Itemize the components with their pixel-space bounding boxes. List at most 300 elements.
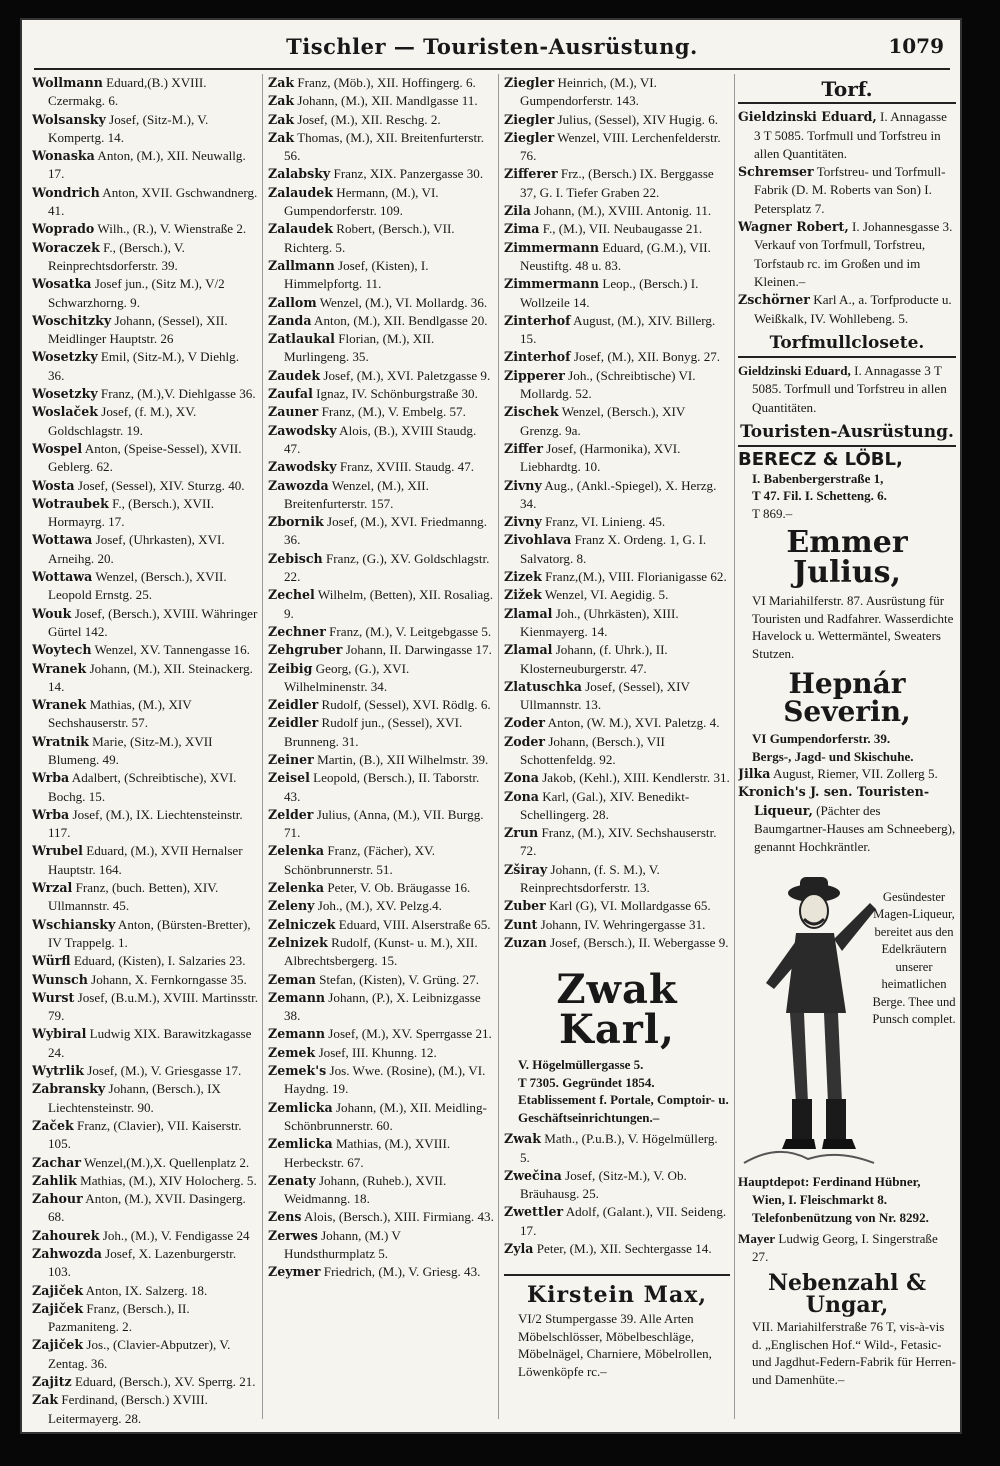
- entry-name: Wrzal: [32, 880, 73, 896]
- entry-name: Wranek: [32, 660, 87, 676]
- entry-name: Zelnizek: [268, 934, 328, 950]
- list-item: [738, 218, 956, 291]
- entry-text: Thomas, (M.), XII. Breitenfurterstr. 56.: [284, 129, 485, 164]
- entry-text: Franz, (M.), V. Embelg. 57.: [321, 404, 466, 420]
- list-item: [504, 1240, 730, 1258]
- list-item: [32, 1300, 258, 1337]
- list-item: [32, 1391, 258, 1428]
- entry-text: Johann, IV. Wehringergasse 31.: [540, 916, 706, 932]
- list-item: [268, 330, 494, 367]
- entry-text: Mathias, (M.), XIV Sechshauserstr. 57.: [48, 697, 192, 731]
- entry-text: Johann, (f. Uhrk.), II. Klosterneuburgerstr. 47.: [520, 642, 668, 676]
- entry-name: Zalaudek: [268, 184, 333, 200]
- entry-name: Woytech: [32, 642, 92, 658]
- entry-text: Karl (G), VI. Mollardgasse 65.: [549, 898, 711, 914]
- list-item: [32, 1172, 258, 1190]
- list-item: [32, 660, 258, 697]
- entry-text: Emil, (Sitz-M.), V Diehlg. 36.: [48, 349, 240, 383]
- entry-name: Zinterhof: [504, 349, 571, 365]
- entry-text: Johann, (Sessel), XII. Meidlinger Hauptstr. 26: [48, 312, 228, 347]
- entry-text: Wenzel, (Bersch.), XVII. Leopold Ernstg. 25.: [48, 569, 227, 603]
- entry-name: Zajiček: [32, 1300, 84, 1316]
- entry-text: Marie, (Sitz-M.), XVII Blumeng. 49.: [48, 733, 213, 767]
- list-item: [504, 586, 730, 604]
- list-item: [504, 531, 730, 568]
- entry-text: Johann, II. Darwingasse 17.: [345, 642, 492, 658]
- entry-text: Joh., (M.), V. Fendigasse 24: [102, 1227, 250, 1243]
- list-item: [32, 312, 258, 349]
- ad-nebenzahl-ungar: [738, 1268, 956, 1388]
- entry-text: Mathias, (M.), XVIII. Herbeckstr. 67.: [284, 1136, 451, 1170]
- list-item: [268, 586, 494, 623]
- entry-name: Zak: [268, 93, 295, 109]
- entry-name: Wschiansky: [32, 916, 116, 932]
- entry-text: Jos. Wwe. (Rosine), (M.), VI. Haydng. 19.: [284, 1063, 486, 1097]
- entry-text: Anton, (M.), XII. Bendlgasse 20.: [314, 312, 488, 328]
- entry-text: Anton, (M.), XVII. Dasingerg. 68.: [48, 1191, 246, 1225]
- ad-nebenzahl-text: VII. Mariahilferstraße 76 T, vis-à-vis d. „Englischen Hof.“ Wild-, Fetasic- und Jagdhut-Federn-Fabrik für Herren- und Damenhüte.–: [752, 1319, 956, 1387]
- entry-name: Zawozda: [268, 477, 329, 493]
- entry-text: Josef, (Bersch.), XVIII. Währinger Gürtel 142.: [48, 605, 258, 639]
- entry-text: Johann, (M.) V Hundsthurmplatz 5.: [284, 1227, 401, 1261]
- column-2: [268, 74, 494, 1282]
- list-item: [504, 788, 730, 825]
- entry-text: Ludwig XIX. Barawitzkagasse 24.: [48, 1026, 252, 1060]
- list-item: [32, 239, 258, 276]
- list-item: [268, 1044, 494, 1062]
- entry-name: Wollmann: [32, 75, 103, 90]
- entry-text: Anton, (Bürsten-Bretter), IV Trappelg. 1.: [48, 916, 251, 950]
- entry-text: Frz., (Bersch.) IX. Berggasse 37, G. I. Tiefer Graben 22.: [520, 166, 714, 200]
- ad-zwak-karl: [504, 966, 730, 1126]
- entry-text: Heinrich, (M.), VI. Gumpendorferstr. 143.: [520, 75, 657, 109]
- entry-name: Zlatuschka: [504, 678, 582, 694]
- directory-page: [22, 20, 960, 1432]
- list-item: [268, 312, 494, 330]
- entry-text: Franz, (buch. Betten), XIV. Ullmannstr. 45.: [48, 880, 219, 914]
- entry-name: Zelenka: [268, 843, 325, 859]
- entry-text: Josef, (M.), V. Griesgasse 17.: [87, 1063, 242, 1079]
- list-item: [32, 403, 258, 440]
- entry-name: Zatlaukal: [268, 331, 335, 347]
- entry-text: Johann, (M.), XII. Mandlgasse 11.: [297, 93, 478, 109]
- list-item: [738, 1230, 956, 1267]
- entry-text: Julius, (Sessel), XIV Hugig. 6.: [557, 111, 719, 127]
- entry-name: Wosetzky: [32, 386, 98, 402]
- list-item: [268, 971, 494, 989]
- entry-name: Wotraubek: [32, 495, 109, 511]
- list-item: [504, 440, 730, 477]
- list-item: [268, 934, 494, 971]
- list-item: [268, 422, 494, 459]
- list-item: [32, 1373, 258, 1391]
- list-item: [738, 362, 956, 417]
- entry-name: Wybiral: [32, 1026, 87, 1042]
- entry-text: F., (Bersch.), XVII. Hormayrg. 17.: [48, 495, 214, 530]
- list-item: [504, 824, 730, 861]
- list-item: [504, 513, 730, 531]
- entry-name: Zawodsky: [268, 422, 337, 438]
- entry-text: Wenzel, VIII. Lerchenfelderstr. 76.: [520, 129, 721, 164]
- list-item: [504, 312, 730, 349]
- entry-text: Josef, (Uhrkasten), XVI. Arneihg. 20.: [48, 532, 225, 566]
- entry-name: Wunsch: [32, 971, 88, 987]
- list-item: [32, 806, 258, 843]
- entry-text: Rudolf, (Sessel), XVI. Rödlg. 6.: [321, 697, 491, 713]
- entry-text: Josef, X. Lazenburgerstr. 103.: [48, 1246, 237, 1280]
- entry-text: Johann, X. Fernkorngasse 35.: [91, 971, 247, 987]
- page-number: 1079: [888, 34, 944, 58]
- entry-text: Rudolf jun., (Sessel), XVI. Brunneng. 31.: [284, 715, 463, 749]
- list-item: [268, 257, 494, 294]
- entry-name: Wrba: [32, 806, 70, 822]
- list-item: [268, 1172, 494, 1209]
- entry-text: Josef, III. Khunng. 12.: [318, 1044, 437, 1060]
- entry-text: Franz X. Ordeng. 1, G. I. Salvatorg. 8.: [520, 532, 707, 566]
- list-item: [268, 1135, 494, 1172]
- list-item: [32, 879, 258, 916]
- entry-text: Franz, (Bersch.), II. Pazmaniteng. 2.: [48, 1300, 190, 1335]
- entry-name: Zschörner: [738, 292, 810, 308]
- entry-name: Zallmann: [268, 257, 335, 273]
- entry-name: Zbornik: [268, 514, 324, 530]
- list-item: [738, 291, 956, 328]
- list-item: [504, 897, 730, 915]
- entry-name: Jilka: [738, 766, 771, 782]
- list-item: [32, 385, 258, 403]
- entry-name: Wosatka: [32, 276, 92, 292]
- list-item: [32, 1245, 258, 1282]
- entry-name: Zaudek: [268, 367, 321, 383]
- entry-text: Franz, VI. Linieng. 45.: [545, 514, 666, 530]
- entry-text: Josef, (M.), XVI. Paletzgasse 9.: [323, 367, 491, 383]
- list-item: [32, 568, 258, 605]
- list-item: [504, 1130, 730, 1167]
- entry-text: Josef, (M.), XV. Sperrgasse 21.: [328, 1026, 492, 1042]
- entry-text: Hermann, (M.), VI. Gumpendorferstr. 109.: [284, 184, 439, 219]
- entry-text: Franz, (Clavier), VII. Kaiserstr. 105.: [48, 1117, 242, 1152]
- entry-name: Zemlicka: [268, 1136, 333, 1152]
- entry-text: Ferdinand, (Bersch.) XVIII. Leitermayerg. 28.: [48, 1392, 208, 1426]
- entry-name: Wrba: [32, 770, 70, 786]
- list-item: [32, 1282, 258, 1300]
- entry-text: Wenzel, VI. Aegidig. 5.: [544, 587, 669, 603]
- entry-text: Johann, (M.), XII. Steinackerg. 14.: [48, 660, 253, 694]
- entry-text: Friedrich, (M.), V. Griesg. 43.: [323, 1264, 481, 1280]
- ad-berecz-line3: T 869.–: [752, 505, 793, 521]
- entry-name: Woprado: [32, 221, 95, 237]
- entry-text: Mathias, (M.), XIV Holocherg. 5.: [80, 1172, 257, 1188]
- list-item: [504, 367, 730, 404]
- entry-text: Wenzel, XV. Tannengasse 16.: [94, 642, 250, 658]
- list-item: [504, 568, 730, 586]
- entry-text: Jos., (Clavier-Abputzer), V. Zentag. 36.: [48, 1337, 231, 1371]
- entry-text: Leop., (Bersch.) I. Wollzeile 14.: [520, 276, 699, 310]
- entry-name: Zabransky: [32, 1081, 106, 1097]
- ad-kirstein-max: [504, 1280, 730, 1380]
- entry-text: Johann, (f. S. M.), V. Reinprechtsdorferstr. 13.: [520, 861, 660, 896]
- ad-zwak-title: Zwak Karl,: [556, 966, 678, 1054]
- entry-name: Wranek: [32, 697, 87, 713]
- ad-kirstein-title: Kirstein Max,: [526, 1282, 707, 1309]
- entry-name: Zenaty: [268, 1172, 316, 1188]
- entry-text: (Pächter des Baumgartner-Hauses am Schneeberg), genannt Hochkräntler.: [754, 802, 956, 855]
- ad-zwak-founded: Gegründet 1854.: [562, 1074, 655, 1090]
- list-item: [268, 623, 494, 641]
- entry-text: Wilh., (R.), V. Wienstraße 2.: [97, 221, 247, 237]
- list-item: [504, 733, 730, 770]
- list-item: [738, 783, 956, 856]
- entry-name: Gieldzinski Eduard,: [738, 109, 877, 125]
- entry-text: Franz, (Möb.), XII. Hoffingerg. 6.: [297, 75, 476, 90]
- list-item: [268, 751, 494, 769]
- entry-name: Zemlicka: [268, 1099, 333, 1115]
- list-item: [268, 1062, 494, 1099]
- list-item: [268, 403, 494, 421]
- list-item: [32, 147, 258, 184]
- entry-name: Wratnik: [32, 733, 89, 749]
- ad-zwak-phone: T 7305.: [518, 1074, 559, 1090]
- entry-text: Eduard, (Bersch.), XV. Sperrg. 21.: [74, 1374, 256, 1390]
- entry-text: Math., (P.u.B.), V. Högelmüllerg. 5.: [520, 1131, 718, 1165]
- entry-text: Johann, (Ruheb.), XVII. Weidmanng. 18.: [284, 1172, 447, 1207]
- entry-text: Peter, (M.), XII. Sechtergasse 14.: [536, 1241, 712, 1257]
- list-item: [32, 1080, 258, 1117]
- entry-name: Zahour: [32, 1191, 83, 1207]
- list-item: [268, 550, 494, 587]
- ad-liqueur-text: Gesündester Magen-Liqueur, bereitet aus den Edelkräutern unserer heimatlichen Berge. Thee und Punsch complet.: [872, 889, 956, 1027]
- entry-name: Wosetzky: [32, 349, 98, 365]
- entry-text: Anton, (W. M.), XVI. Paletzg. 4.: [547, 715, 720, 731]
- list-item: [268, 129, 494, 166]
- entry-name: Zahlik: [32, 1172, 77, 1188]
- list-item: [32, 495, 258, 532]
- entry-name: Ziegler: [504, 111, 555, 127]
- ad-berecz-line1: I. Babenbergerstraße 1,: [752, 470, 884, 486]
- entry-name: Zelenka: [268, 880, 325, 896]
- list-item: [268, 806, 494, 843]
- entry-text: Eduard, VIII. Alserstraße 65.: [338, 916, 491, 932]
- entry-text: Stefan, (Kisten), V. Grüng. 27.: [319, 971, 480, 987]
- list-item: [268, 879, 494, 897]
- entry-text: Franz, (G.), XV. Goldschlagstr. 22.: [284, 550, 490, 585]
- entry-name: Mayer: [738, 1230, 776, 1246]
- entry-name: Začek: [32, 1117, 74, 1133]
- entry-name: Zahwozda: [32, 1246, 102, 1261]
- list-item: [32, 989, 258, 1026]
- list-item: [268, 1025, 494, 1043]
- entry-text: Franz, (M.), V. Leitgebgasse 5.: [329, 623, 492, 639]
- entry-text: Josef, (Bersch.), II. Webergasse 9.: [550, 934, 729, 950]
- ad-hepnar-severin: [738, 662, 956, 765]
- entry-name: Zajiček: [32, 1337, 84, 1353]
- entry-name: Zemek's: [268, 1063, 327, 1079]
- entry-name: Zebisch: [268, 550, 323, 566]
- page-header: [34, 34, 950, 70]
- entry-name: Zižek: [504, 587, 542, 603]
- list-item: [268, 1263, 494, 1281]
- entry-name: Zimmermann: [504, 239, 600, 255]
- entry-text: Johann, (M.), XII. Meidling-Schönbrunnerstr. 60.: [284, 1099, 487, 1133]
- list-item: [268, 897, 494, 915]
- entry-text: Josef, (Sessel), XIV. Sturzg. 40.: [77, 477, 245, 493]
- entry-name: Zunt: [504, 916, 538, 932]
- entry-text: Robert, (Bersch.), VII. Richterg. 5.: [284, 221, 455, 255]
- entry-text: Ignaz, IV. Schönburgstraße 30.: [316, 386, 478, 402]
- entry-name: Wytrlik: [32, 1063, 84, 1079]
- entry-name: Zak: [268, 75, 295, 90]
- list-item: [268, 367, 494, 385]
- entry-name: Zemann: [268, 989, 326, 1005]
- entry-text: Wenzel, (M.), VI. Mollardg. 36.: [319, 294, 488, 310]
- list-item: [268, 660, 494, 697]
- list-item: [32, 1062, 258, 1080]
- entry-text: Johann, (P.), X. Leibnizgasse 38.: [284, 989, 481, 1024]
- list-item: [268, 477, 494, 514]
- entry-text: Wenzel,(M.),X. Quellenplatz 2.: [84, 1154, 250, 1170]
- column-divider: [262, 74, 263, 1419]
- entry-name: Zeidler: [268, 715, 319, 731]
- entry-text: Johann, (Bersch.), IX Liechtensteinstr. 90.: [48, 1081, 221, 1115]
- entry-text: Josef, (Sessel), XIV Ullmannstr. 13.: [520, 678, 690, 713]
- list-item: [32, 769, 258, 806]
- list-item: [504, 111, 730, 129]
- entry-text: Franz, XIX. Panzergasse 30.: [333, 166, 484, 182]
- section-head-torfmullclosete: Torfmullclosete.: [738, 332, 956, 358]
- entry-name: Zelder: [268, 806, 314, 822]
- entry-name: Zoder: [504, 715, 546, 731]
- entry-text: Georg, (G.), XVI. Wilhelminenstr. 34.: [284, 660, 410, 694]
- entry-name: Zširay: [504, 861, 548, 877]
- entry-name: Zajitz: [32, 1374, 72, 1390]
- entry-name: Zawodsky: [268, 459, 337, 475]
- entry-name: Zalabsky: [268, 166, 331, 182]
- entry-name: Woslaček: [32, 404, 98, 420]
- entry-text: Josef, (M.), IX. Liechtensteinstr. 117.: [48, 806, 243, 841]
- entry-text: Eduard, (M.), XVII Hernalser Hauptstr. 164.: [48, 843, 243, 877]
- entry-name: Wosta: [32, 477, 75, 493]
- entry-name: Zeidler: [268, 697, 319, 713]
- entry-text: August, (M.), XIV. Billerg. 15.: [520, 312, 716, 347]
- column-divider: [734, 74, 735, 1419]
- entry-name: Ziffer: [504, 440, 543, 456]
- list-item: [268, 92, 494, 110]
- entry-text: Rudolf, (Kunst- u. M.), XII. Albrechtsbergerg. 15.: [284, 934, 478, 969]
- entry-text: Jakob, (Kehl.), XIII. Kendlerstr. 31.: [542, 770, 730, 786]
- entry-text: Eduard, (Kisten), I. Salzaries 23.: [73, 953, 246, 969]
- entry-text: Leopold, (Bersch.), II. Taborstr. 43.: [284, 770, 480, 804]
- list-item: [268, 842, 494, 879]
- entry-text: Joh., (Schreibtische) VI. Mollardg. 52.: [520, 367, 696, 402]
- entry-name: Zeman: [268, 971, 316, 987]
- list-item: [504, 678, 730, 715]
- ad-hepnar-line1: VI Gumpendorferstr. 39.: [752, 731, 891, 747]
- entry-name: Wouk: [32, 605, 72, 621]
- list-item: [32, 74, 258, 111]
- column-3: [504, 74, 730, 1380]
- entry-name: Zauner: [268, 404, 319, 420]
- entry-text: F., (Bersch.), V. Reinprechtsdorferstr. 39.: [48, 239, 185, 273]
- entry-text: Wenzel, (M.), XII. Breitenfurterstr. 157.: [284, 477, 429, 511]
- list-item: [504, 861, 730, 898]
- list-item: [504, 220, 730, 238]
- list-item: [32, 1154, 258, 1172]
- entry-name: Zoder: [504, 733, 546, 749]
- entry-text: Johann, (Bersch.), VII Schottenfeldg. 92.: [520, 733, 665, 767]
- column-1: [32, 74, 258, 1428]
- section-head-touristen-ausruestung: Touristen-Ausrüstung.: [738, 421, 956, 447]
- list-item: [268, 458, 494, 476]
- entry-name: Zivny: [504, 514, 542, 530]
- entry-text: Joh., (Uhrkästen), XIII. Kienmayerg. 14.: [520, 605, 679, 639]
- entry-text: Anton, XVII. Gschwandnerg. 41.: [48, 184, 258, 219]
- entry-name: Zwak: [504, 1131, 541, 1147]
- entry-text: Peter, V. Ob. Bräugasse 16.: [327, 880, 471, 896]
- list-item: [32, 184, 258, 221]
- entry-text: Anton, (M.), XII. Neuwallg. 17.: [48, 148, 246, 182]
- entry-text: Franz, (M.), XIV. Sechshauserstr. 72.: [520, 825, 717, 859]
- entry-name: Wondrich: [32, 184, 100, 200]
- entry-text: Eduard, (G.M.), VII. Neustiftg. 48 u. 83.: [520, 239, 711, 273]
- list-item: [504, 605, 730, 642]
- list-item: [504, 129, 730, 166]
- list-item: [504, 74, 730, 111]
- entry-name: Zrun: [504, 825, 539, 841]
- list-item: [32, 477, 258, 495]
- list-item: [504, 714, 730, 732]
- ad-nebenzahl-title: Nebenzahl & Ungar,: [767, 1270, 927, 1319]
- entry-text: Wenzel, (Bersch.), XIV Grenzg. 9a.: [520, 404, 686, 438]
- entry-text: Josef, (M.), XII. Bonyg. 27.: [573, 349, 721, 365]
- entry-text: August, Riemer, VII. Zollerg 5.: [772, 766, 938, 782]
- entry-text: Ludwig Georg, I. Singerstraße 27.: [752, 1230, 938, 1264]
- entry-text: Josef, (Sitz-M.), V. Ob. Bräuhausg. 25.: [520, 1167, 687, 1202]
- page-title: Tischler — Touristen-Ausrüstung.: [286, 34, 698, 59]
- entry-name: Zehgruber: [268, 642, 343, 658]
- entry-name: Zimmermann: [504, 276, 600, 292]
- entry-text: Josef, (Sitz-M.), V. Kompertg. 14.: [48, 111, 209, 145]
- list-item: [32, 220, 258, 238]
- list-item: [504, 916, 730, 934]
- list-item: [738, 765, 956, 783]
- entry-name: Zuber: [504, 898, 546, 914]
- entry-name: Wolsansky: [32, 111, 106, 127]
- ad-emmer-title: Emmer Julius,: [786, 525, 908, 591]
- list-item: [504, 348, 730, 366]
- list-item: [504, 403, 730, 440]
- entry-text: Anton, (Speise-Sessel), XVII. Geblerg. 62.: [48, 440, 242, 475]
- entry-name: Zemann: [268, 1026, 326, 1042]
- entry-name: Wonaska: [32, 148, 95, 164]
- entry-text: Josef, (B.u.M.), XVIII. Martinsstr. 79.: [48, 989, 258, 1024]
- entry-name: Zeisel: [268, 770, 310, 786]
- entry-name: Zeibig: [268, 660, 313, 676]
- entry-name: Zanda: [268, 312, 312, 328]
- entry-text: Martin, (B.), XII Wilhelmstr. 39.: [317, 751, 489, 767]
- entry-name: Zeymer: [268, 1264, 321, 1280]
- entry-name: Zona: [504, 788, 539, 804]
- list-item: [504, 1203, 730, 1240]
- entry-name: Zinterhof: [504, 312, 571, 328]
- entry-name: Zlamal: [504, 642, 553, 658]
- list-item: [32, 348, 258, 385]
- entry-text: Josef, (Kisten), I. Himmelpfortg. 11.: [284, 257, 429, 292]
- list-item: [32, 1025, 258, 1062]
- entry-text: Josef, (f. M.), XV. Goldschlagstr. 19.: [48, 404, 197, 438]
- list-item: [738, 108, 956, 163]
- list-item: [32, 696, 258, 733]
- entry-text: Aug., (Ankl.-Spiegel), X. Herzg. 34.: [520, 477, 717, 511]
